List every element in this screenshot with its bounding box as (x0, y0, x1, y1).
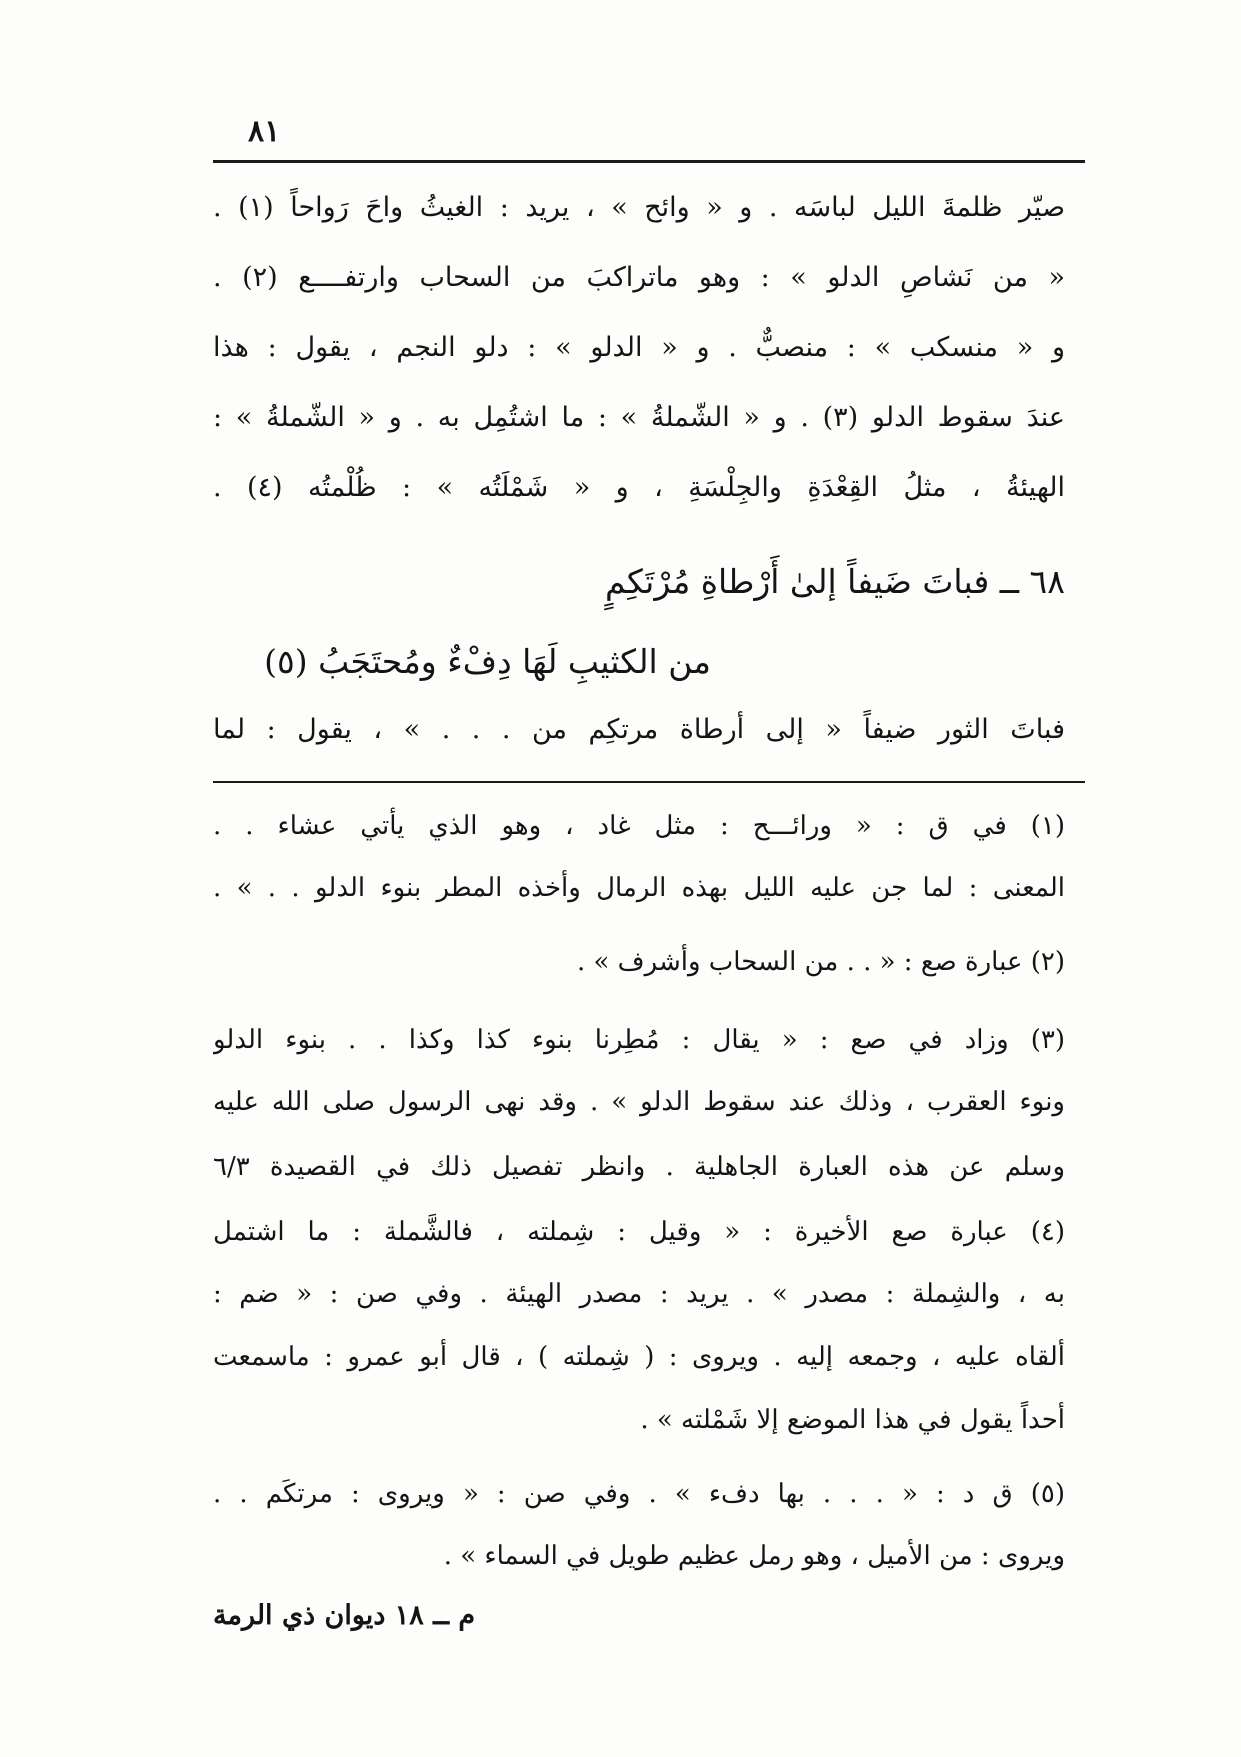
signature-mark: م ــ ١٨ ديوان ذي الرمة (213, 1600, 476, 1631)
footnote-line: (١) في ق : « ورائـــح : مثل غاد ، وهو الذي يأتي عشاء . . (213, 811, 1065, 841)
commentary-line: عندَ سقوط الدلو (٣) . و « الشّملةُ » : ما اشتُمِل به . و « الشّملةُ » : (213, 402, 1065, 433)
footnote-line: (٢) عبارة صع : « . . من السحاب وأشرف » . (576, 947, 1065, 977)
footnote-line: ونوء العقرب ، وذلك عند سقوط الدلو » . وقد نهى الرسول صلى الله عليه (213, 1087, 1065, 1117)
footnote-line: (٥) ق د : « . . . بها دفء » . وفي صن : « ويروى : مرتكَم . . (213, 1479, 1065, 1509)
header-rule (213, 160, 1085, 163)
page-number: ٨١ (248, 114, 281, 149)
footnote-line: (٣) وزاد في صع : « يقال : مُطِرنا بنوء كذا وكذا . . بنوء الدلو (213, 1025, 1065, 1055)
footnote-separator (213, 781, 1085, 783)
footnote-line: المعنى : لما جن عليه الليل بهذه الرمال وأخذه المطر بنوء الدلو . . » . (213, 873, 1065, 903)
footnote-line: (٤) عبارة صع الأخيرة : « وقيل : شِملته ، فالشَّملة : ما اشتمل (213, 1217, 1065, 1247)
footnote-line: أحداً يقول في هذا الموضع إلا شَمْلته » . (640, 1405, 1065, 1435)
commentary-line: فباتَ الثور ضيفاً « إلى أرطاة مرتكِم من . . . » ، يقول : لما (213, 714, 1065, 745)
commentary-line: و « منسكب » : منصبٌّ . و « الدلو » : دلو النجم ، يقول : هذا (213, 332, 1065, 363)
verse-first-hemistich: ٦٨ ــ فباتَ ضَيفاً إلىٰ أَرْطاةِ مُرْتَكِمٍ (604, 562, 1065, 601)
footnote-line: وسلم عن هذه العبارة الجاهلية . وانظر تفصيل ذلك في القصيدة ٦/٣ (213, 1152, 1065, 1182)
verse-second-hemistich: من الكثيبِ لَهَا دِفْءٌ ومُحتَجَبُ (٥) (264, 642, 711, 681)
commentary-line: الهيئةُ ، مثلُ القِعْدَةِ والجِلْسَةِ ، و « شَمْلَتُه » : ظُلْمتُه (٤) . (213, 472, 1065, 503)
commentary-line: « من نَشاصِ الدلو » : وهو ماتراكبَ من السحاب وارتفــــع (٢) . (213, 262, 1065, 293)
footnote-line: ألقاه عليه ، وجمعه إليه . ويروى : ( شِملته ) ، قال أبو عمرو : ماسمعت (213, 1342, 1065, 1372)
footnote-line: ويروى : من الأميل ، وهو رمل عظيم طويل في السماء » . (443, 1541, 1065, 1571)
footnote-line: به ، والشِملة : مصدر » . يريد : مصدر الهيئة . وفي صن : « ضم : (213, 1279, 1065, 1309)
commentary-line: صيّر ظلمةَ الليل لباسَه . و « وائح » ، يريد : الغيثُ واحَ رَواحاً (١) . (213, 192, 1065, 223)
